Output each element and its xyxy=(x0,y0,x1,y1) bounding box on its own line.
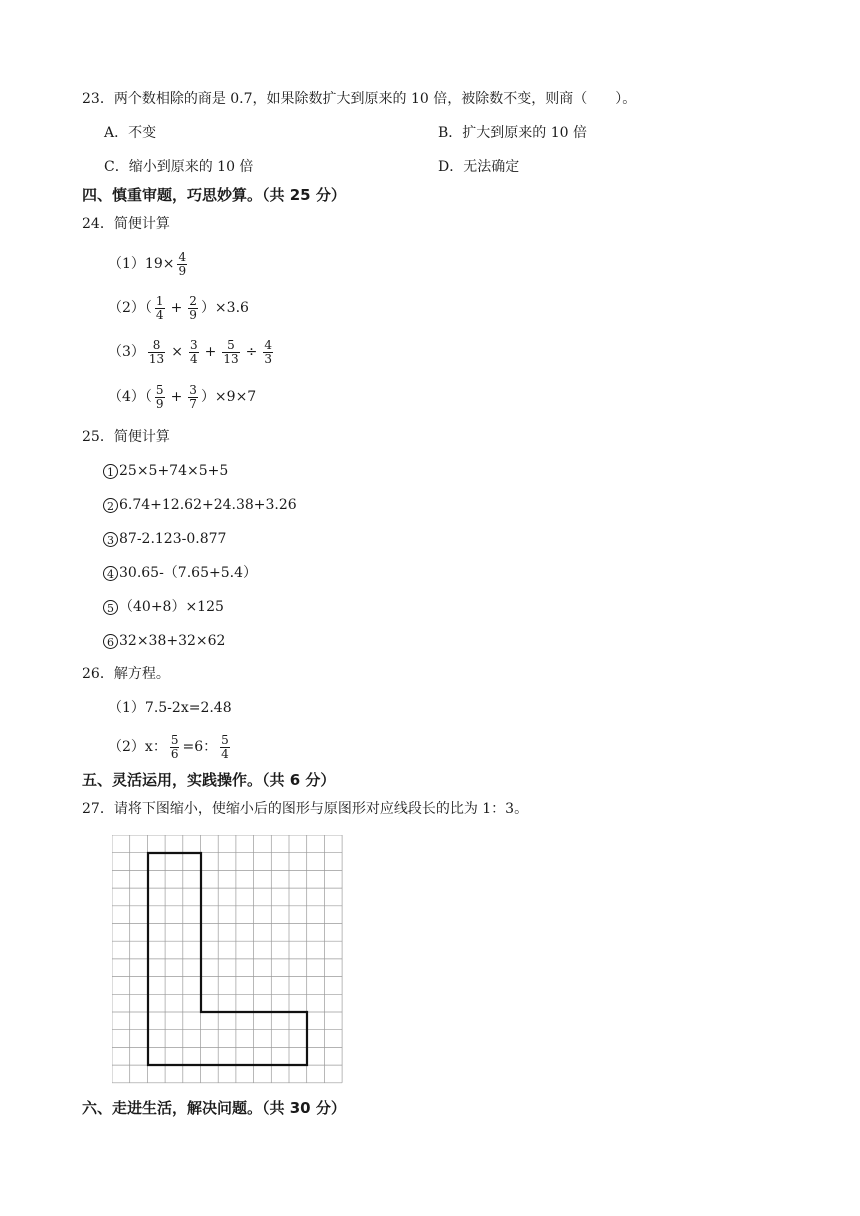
expr-text: ）×3.6 xyxy=(200,300,249,316)
option-label: B． xyxy=(438,125,463,141)
q26-stem: 26．解方程。 xyxy=(82,666,170,682)
denominator: 4 xyxy=(221,746,229,761)
option-text: 缩小到原来的 10 倍 xyxy=(128,159,254,175)
operator: + xyxy=(204,344,217,360)
expr-text: （40+8）×125 xyxy=(119,599,224,615)
fraction xyxy=(177,251,187,278)
option-text: 无法确定 xyxy=(463,159,520,175)
fraction xyxy=(222,339,239,366)
numerator: 5 xyxy=(227,337,235,352)
numerator: 3 xyxy=(189,337,198,352)
item-label: （4） xyxy=(108,389,145,405)
numerator: 1 xyxy=(155,293,164,308)
q23-option-b[interactable] xyxy=(438,123,587,143)
option-text: 扩大到原来的 10 倍 xyxy=(462,125,588,141)
numerator: 4 xyxy=(264,337,272,352)
expr-text: 87-2.123-0.877 xyxy=(119,531,227,547)
denominator: 4 xyxy=(189,351,198,366)
q24-item-3 xyxy=(108,338,276,366)
item-label: （3） xyxy=(108,344,145,360)
q24-stem: 24．简便计算 xyxy=(82,216,170,232)
fraction xyxy=(189,339,199,366)
item-label: （2） xyxy=(108,300,145,316)
fraction xyxy=(263,339,273,366)
equation-text: =6： xyxy=(182,739,218,755)
q25-stem: 25．简便计算 xyxy=(82,429,170,445)
operator: × xyxy=(171,344,183,360)
fraction xyxy=(155,384,165,411)
q25-item-2 xyxy=(103,495,297,515)
fraction xyxy=(170,734,180,761)
expr-text: 25×5+74×5+5 xyxy=(119,463,229,479)
numerator: 8 xyxy=(152,337,161,352)
operator: + xyxy=(170,300,183,316)
denominator: 13 xyxy=(223,351,239,366)
q25-item-3 xyxy=(103,529,226,549)
numerator: 4 xyxy=(178,249,187,264)
q23-option-d[interactable] xyxy=(438,157,519,177)
circled-number: 5 xyxy=(103,600,118,615)
equation-text: x： xyxy=(144,739,167,755)
section-6-title: 六、走进生活，解决问题。（共 30 分） xyxy=(82,1099,346,1117)
fraction xyxy=(155,295,165,322)
section-4-title: 四、慎重审题，巧思妙算。（共 25 分） xyxy=(82,186,346,204)
expr-text: 32×38+32×62 xyxy=(119,633,226,649)
q24-item-2 xyxy=(108,294,249,322)
q26-item-2 xyxy=(108,733,233,761)
section-5-title: 五、灵活运用，实践操作。（共 6 分） xyxy=(82,771,336,789)
fraction xyxy=(148,339,165,366)
denominator: 4 xyxy=(155,307,164,322)
expr-text: 30.65-（7.65+5.4） xyxy=(119,565,257,581)
q24-item-4 xyxy=(108,383,256,411)
denominator: 6 xyxy=(170,746,179,761)
q23-stem: 23．两个数相除的商是 0.7，如果除数扩大到原来的 10 倍，被除数不变，则商（ ）。 xyxy=(82,91,637,107)
denominator: 7 xyxy=(189,396,197,411)
option-text: 不变 xyxy=(128,125,157,141)
paren-open: （ xyxy=(144,300,152,316)
operator: ÷ xyxy=(245,344,258,360)
q25-item-6 xyxy=(103,631,225,651)
circled-number: 1 xyxy=(103,464,118,479)
numerator: 5 xyxy=(221,732,229,747)
circled-number: 6 xyxy=(103,634,118,649)
q23-option-a[interactable] xyxy=(104,123,156,143)
option-label: A． xyxy=(104,125,129,141)
fraction xyxy=(188,295,198,322)
item-label: （1） xyxy=(108,256,145,272)
denominator: 9 xyxy=(189,307,197,322)
circled-number: 2 xyxy=(103,498,118,513)
numerator: 5 xyxy=(170,732,179,747)
q25-item-4 xyxy=(103,563,257,583)
option-label: C． xyxy=(104,159,129,175)
grid-figure xyxy=(112,835,344,1085)
expr-text: ）×9×7 xyxy=(200,389,257,405)
q26-item-1 xyxy=(108,698,232,718)
expr-text: 6.74+12.62+24.38+3.26 xyxy=(119,497,297,513)
option-label: D． xyxy=(438,159,464,175)
numerator: 3 xyxy=(189,382,197,397)
denominator: 13 xyxy=(148,351,165,366)
q27-stem: 27．请将下图缩小，使缩小后的图形与原图形对应线段长的比为 1：3。 xyxy=(82,801,529,817)
denominator: 3 xyxy=(264,351,272,366)
paren-open: （ xyxy=(144,389,152,405)
q24-item-1 xyxy=(108,250,190,278)
fraction xyxy=(220,734,230,761)
numerator: 5 xyxy=(155,382,164,397)
item-label: （2） xyxy=(108,739,145,755)
operator: + xyxy=(170,389,183,405)
q25-item-5 xyxy=(103,597,224,617)
fraction xyxy=(188,384,198,411)
circled-number: 3 xyxy=(103,532,118,547)
denominator: 9 xyxy=(178,263,187,278)
circled-number: 4 xyxy=(103,566,118,581)
q23-option-c[interactable] xyxy=(104,157,253,177)
numerator: 2 xyxy=(189,293,197,308)
q25-item-1 xyxy=(103,461,228,481)
item-label: （1） xyxy=(108,700,145,716)
denominator: 9 xyxy=(155,396,164,411)
expr-text: 19× xyxy=(144,256,175,272)
equation-text: 7.5-2x=2.48 xyxy=(144,700,232,716)
